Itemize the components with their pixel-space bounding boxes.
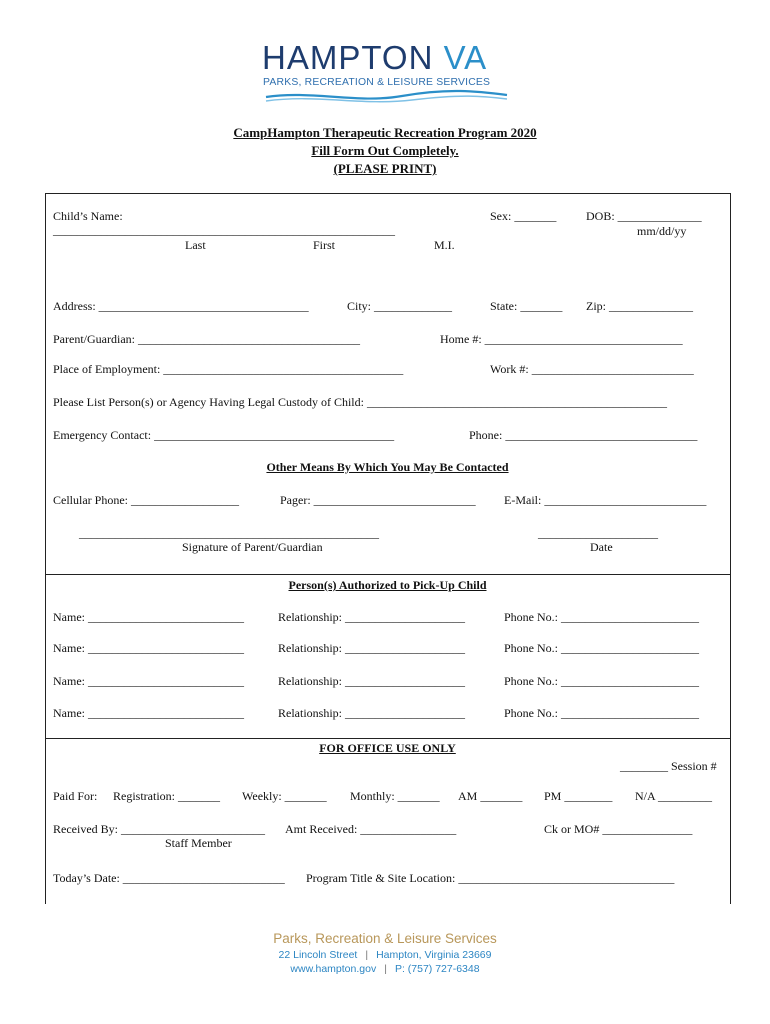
- todays-date-field[interactable]: Today’s Date: ___________________________: [53, 871, 285, 885]
- signature-field[interactable]: __________________________________________________: [79, 526, 379, 540]
- logo-wordmark: HAMPTON VA: [262, 39, 488, 76]
- emergency-contact-field[interactable]: Emergency Contact: ________________________________________: [53, 428, 395, 442]
- pickup-phone-field[interactable]: Phone No.: _______________________: [504, 674, 699, 688]
- signature-label: Signature of Parent/Guardian: [182, 540, 323, 554]
- city-field[interactable]: City: _____________: [347, 299, 453, 313]
- first-name-label: First: [313, 238, 336, 252]
- place-of-employment-field[interactable]: Place of Employment: ________________________________________: [53, 362, 404, 376]
- parent-guardian-field[interactable]: Parent/Guardian: _____________________________________: [53, 332, 360, 346]
- pm-field[interactable]: PM ________: [544, 789, 613, 803]
- check-mo-field[interactable]: Ck or MO# _______________: [544, 822, 693, 836]
- dob-format: mm/dd/yy: [637, 224, 687, 238]
- paid-for-label: Paid For:: [53, 789, 98, 803]
- pickup-relationship-field[interactable]: Relationship: ____________________: [278, 674, 465, 688]
- signature-date-field[interactable]: ____________________: [538, 526, 658, 540]
- middle-initial-label: M.I.: [434, 238, 455, 252]
- sex-field[interactable]: Sex: _______: [490, 209, 557, 223]
- other-means-heading: Other Means By Which You May Be Contacted: [266, 460, 509, 474]
- state-field[interactable]: State: _______: [490, 299, 563, 313]
- pickup-phone-field[interactable]: Phone No.: _______________________: [504, 641, 699, 655]
- child-name-field[interactable]: _________________________________________________________: [53, 223, 395, 237]
- home-phone-field[interactable]: Home #: _________________________________: [440, 332, 683, 346]
- session-field[interactable]: ________ Session #: [620, 759, 717, 773]
- pickup-divider: [45, 574, 730, 575]
- work-phone-field[interactable]: Work #: ___________________________: [490, 362, 694, 376]
- am-field[interactable]: AM _______: [458, 789, 523, 803]
- program-title-field[interactable]: Program Title & Site Location: ____________________________________: [306, 871, 675, 885]
- dob-field[interactable]: DOB: ______________: [586, 209, 702, 223]
- pickup-phone-field[interactable]: Phone No.: _______________________: [504, 706, 699, 720]
- weekly-field[interactable]: Weekly: _______: [242, 789, 327, 803]
- footer-website-link[interactable]: www.hampton.gov: [290, 963, 377, 975]
- pickup-phone-field[interactable]: Phone No.: _______________________: [504, 610, 699, 624]
- pickup-relationship-field[interactable]: Relationship: ____________________: [278, 706, 465, 720]
- footer-org-name: Parks, Recreation & Leisure Services: [273, 931, 497, 946]
- monthly-field[interactable]: Monthly: _______: [350, 789, 440, 803]
- logo-tagline: PARKS, RECREATION & LEISURE SERVICES: [263, 77, 491, 88]
- last-name-label: Last: [185, 238, 206, 252]
- zip-field[interactable]: Zip: ______________: [586, 299, 693, 313]
- print-instruction: (PLEASE PRINT): [333, 161, 437, 176]
- pickup-relationship-field[interactable]: Relationship: ____________________: [278, 641, 465, 655]
- received-by-field[interactable]: Received By: ________________________: [53, 822, 265, 836]
- emergency-phone-field[interactable]: Phone: ________________________________: [469, 428, 698, 442]
- staff-member-label: Staff Member: [165, 836, 232, 850]
- footer-contact: [0, 963, 770, 975]
- pager-field[interactable]: Pager: ___________________________: [280, 493, 476, 507]
- pickup-name-field[interactable]: Name: __________________________: [53, 641, 244, 655]
- child-name-label: Child’s Name:: [53, 209, 123, 223]
- footer-city: Hampton, Virginia 23669: [376, 949, 492, 961]
- pickup-name-field[interactable]: Name: __________________________: [53, 706, 244, 720]
- pickup-name-field[interactable]: Name: __________________________: [53, 610, 244, 624]
- date-label: Date: [590, 540, 613, 554]
- pickup-name-field[interactable]: Name: __________________________: [53, 674, 244, 688]
- email-field[interactable]: E-Mail: ___________________________: [504, 493, 707, 507]
- amount-received-field[interactable]: Amt Received: ________________: [285, 822, 457, 836]
- footer-separator: |: [384, 963, 387, 975]
- address-field[interactable]: Address: ___________________________________: [53, 299, 309, 313]
- pickup-heading: Person(s) Authorized to Pick-Up Child: [288, 578, 487, 592]
- footer-phone: P: (757) 727-6348: [394, 963, 480, 975]
- form-title: CampHampton Therapeutic Recreation Program 2020: [233, 125, 537, 140]
- hampton-va-logo: [262, 40, 512, 106]
- na-field[interactable]: N/A _________: [635, 789, 713, 803]
- footer-separator: |: [365, 949, 369, 961]
- office-divider: [45, 738, 730, 739]
- footer-street: 22 Lincoln Street: [278, 949, 358, 961]
- form-instruction: Fill Form Out Completely.: [311, 143, 459, 158]
- office-use-heading: FOR OFFICE USE ONLY: [319, 741, 456, 755]
- cellular-phone-field[interactable]: Cellular Phone: __________________: [53, 493, 239, 507]
- wave-icon: [262, 88, 512, 106]
- registration-field[interactable]: Registration: _______: [113, 789, 220, 803]
- footer-address: [0, 949, 770, 961]
- legal-custody-field[interactable]: Please List Person(s) or Agency Having Legal Custody of Child: __________________________________________________: [53, 395, 667, 409]
- pickup-relationship-field[interactable]: Relationship: ____________________: [278, 610, 465, 624]
